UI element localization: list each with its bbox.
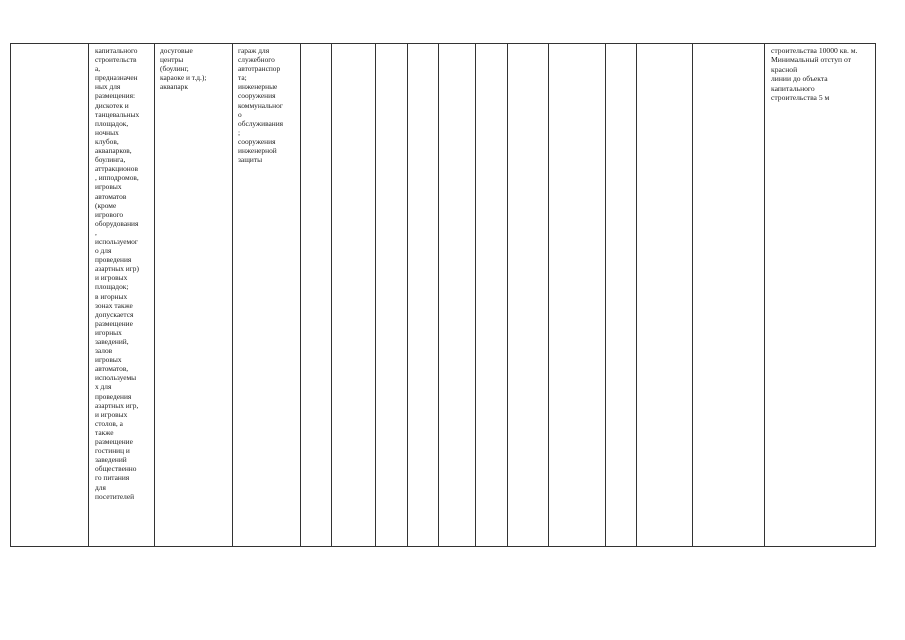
examples-text: досуговые центры (боулинг, караоке и т.д.); аквапарк — [160, 46, 207, 92]
permitted-uses-text: капитального строительств а, предназначен ных для размещения: дискотек и танцевальных площадок, ночных клубов, аквапарков, боулинга, аттракционов , ипподромов, игровых автоматов (кроме игрового оборудования , используемог о для проведения азартных игр) и игровых площадок; в игорных зонах также допускается размещение игорных заведений, залов игровых автоматов, используемы х для проведения азартных игр, и игровых столов, а также размещение гостиниц и заведений общественно го питания для посетителей — [95, 46, 140, 501]
table-cell-empty — [606, 44, 637, 547]
parameters-text: строительства 10000 кв. м. Минимальный отступ от красной линии до объекта капитального строительства 5 м — [771, 46, 858, 103]
zoning-table — [10, 43, 876, 547]
table-cell-examples — [155, 44, 233, 547]
table-cell-empty — [549, 44, 606, 547]
table-cell-auxiliary — [233, 44, 301, 547]
table-row — [11, 44, 876, 547]
table-cell-empty — [476, 44, 508, 547]
table-cell-empty — [693, 44, 765, 547]
table-cell-permitted-uses — [89, 44, 155, 547]
table-cell-empty — [11, 44, 89, 547]
table-cell-empty — [508, 44, 549, 547]
table-cell-empty — [376, 44, 408, 547]
table-cell-empty — [332, 44, 376, 547]
table-cell-empty — [301, 44, 332, 547]
table-cell-empty — [408, 44, 439, 547]
table-cell-empty — [439, 44, 476, 547]
table-cell-empty — [637, 44, 693, 547]
auxiliary-uses-text: гараж для служебного автотранспор та; инженерные сооружения коммунальног о обслуживания ; сооружения инженерной защиты — [238, 46, 284, 165]
table-cell-parameters — [765, 44, 876, 547]
